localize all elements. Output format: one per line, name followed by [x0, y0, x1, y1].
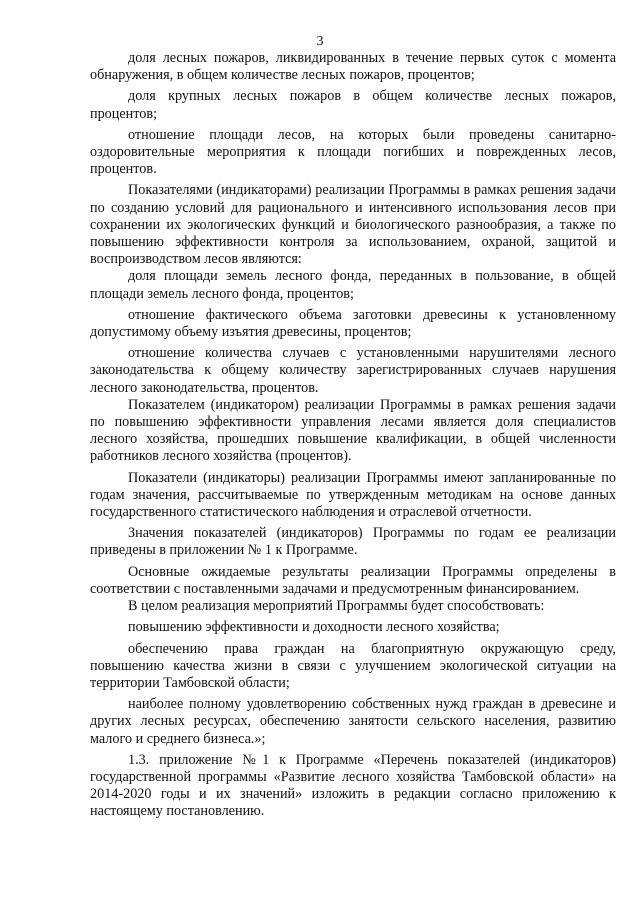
- paragraph-violations-ratio: отношение количества случаев с установленными нарушителями лесного законодательства к общему количеству зарегистрированных случаев нарушения лесного законодательства, процентов.: [90, 345, 616, 396]
- paragraph-land-share-in-use: доля площади земель лесного фонда, переданных в пользование, в общей площади земель лесного фонда, процентов;: [90, 268, 616, 302]
- paragraph-planned-values: Показатели (индикаторы) реализации Программы имеют запланированные по годам значения, рассчитываемые по утвержденным методикам на основе данных государственного статистического наблюдения и отраслевой отчетности.: [90, 469, 616, 521]
- document-body: [90, 50, 616, 821]
- paragraph-contribution-intro: В целом реализация мероприятий Программы будет способствовать:: [128, 598, 545, 615]
- paragraph-indicators-rational-use: Показателями (индикаторами) реализации Программы в рамках решения задачи по созданию условий для рационального и интенсивного использования лесов при сохранении их экологических функций и биологического разнообразия, а также по повышению эффективности контроля за использованием, охраной, защитой и воспроизводством лесов являются:: [90, 182, 616, 268]
- paragraph-sanitary-measures: отношение площади лесов, на которых были проведены санитарно-оздоровительные мероприятия к площади погибших и поврежденных лесов, процентов.: [90, 126, 616, 178]
- paragraph-expected-results: Основные ожидаемые результаты реализации Программы определены в соответствии с поставленными задачами и предусмотренным финансированием.: [90, 563, 616, 597]
- paragraph-appendix-values: Значения показателей (индикаторов) Программы по годам ее реализации приведены в приложении № 1 к Программе.: [90, 525, 616, 559]
- paragraph-forest-fires-first-day: доля лесных пожаров, ликвидированных в течение первых суток с момента обнаружения, в общем количестве лесных пожаров, процентов;: [90, 50, 616, 84]
- paragraph-large-forest-fires: доля крупных лесных пожаров в общем количестве лесных пожаров, процентов;: [90, 88, 616, 122]
- paragraph-efficiency-profitability: повышению эффективности и доходности лесного хозяйства;: [128, 619, 500, 636]
- paragraph-citizens-rights: обеспечению права граждан на благоприятную окружающую среду, повышению качества жизни в связи с улучшением экологической ситуации на территории Тамбовской области;: [90, 640, 616, 691]
- paragraph-timber-harvest-ratio: отношение фактического объема заготовки древесины к установленному допустимому объему изъятия древесины, процентов;: [90, 306, 616, 341]
- paragraph-appendix-amendment: 1.3. приложение №1 к Программе «Перечень показателей (индикаторов) государственной программы «Развитие лесного хозяйства Тамбовской области» на 2014-2020 годы и их значений» изложить в редакции согласно приложению к настоящему постановлению.: [90, 751, 616, 820]
- page-number: 3: [316, 34, 324, 49]
- paragraph-citizens-needs: наиболее полному удовлетворению собственных нужд граждан в древесине и других лесных ресурсах, обеспечению занятости сельского населения, развитию малого и среднего бизнеса.»;: [90, 696, 616, 747]
- paragraph-indicator-management: Показателем (индикатором) реализации Программы в рамках решения задачи по повышению эффективности управления лесами является доля специалистов лесного хозяйства, прошедших повышение квалификации, в общей численности работников лесного хозяйства (процентов).: [90, 396, 616, 465]
